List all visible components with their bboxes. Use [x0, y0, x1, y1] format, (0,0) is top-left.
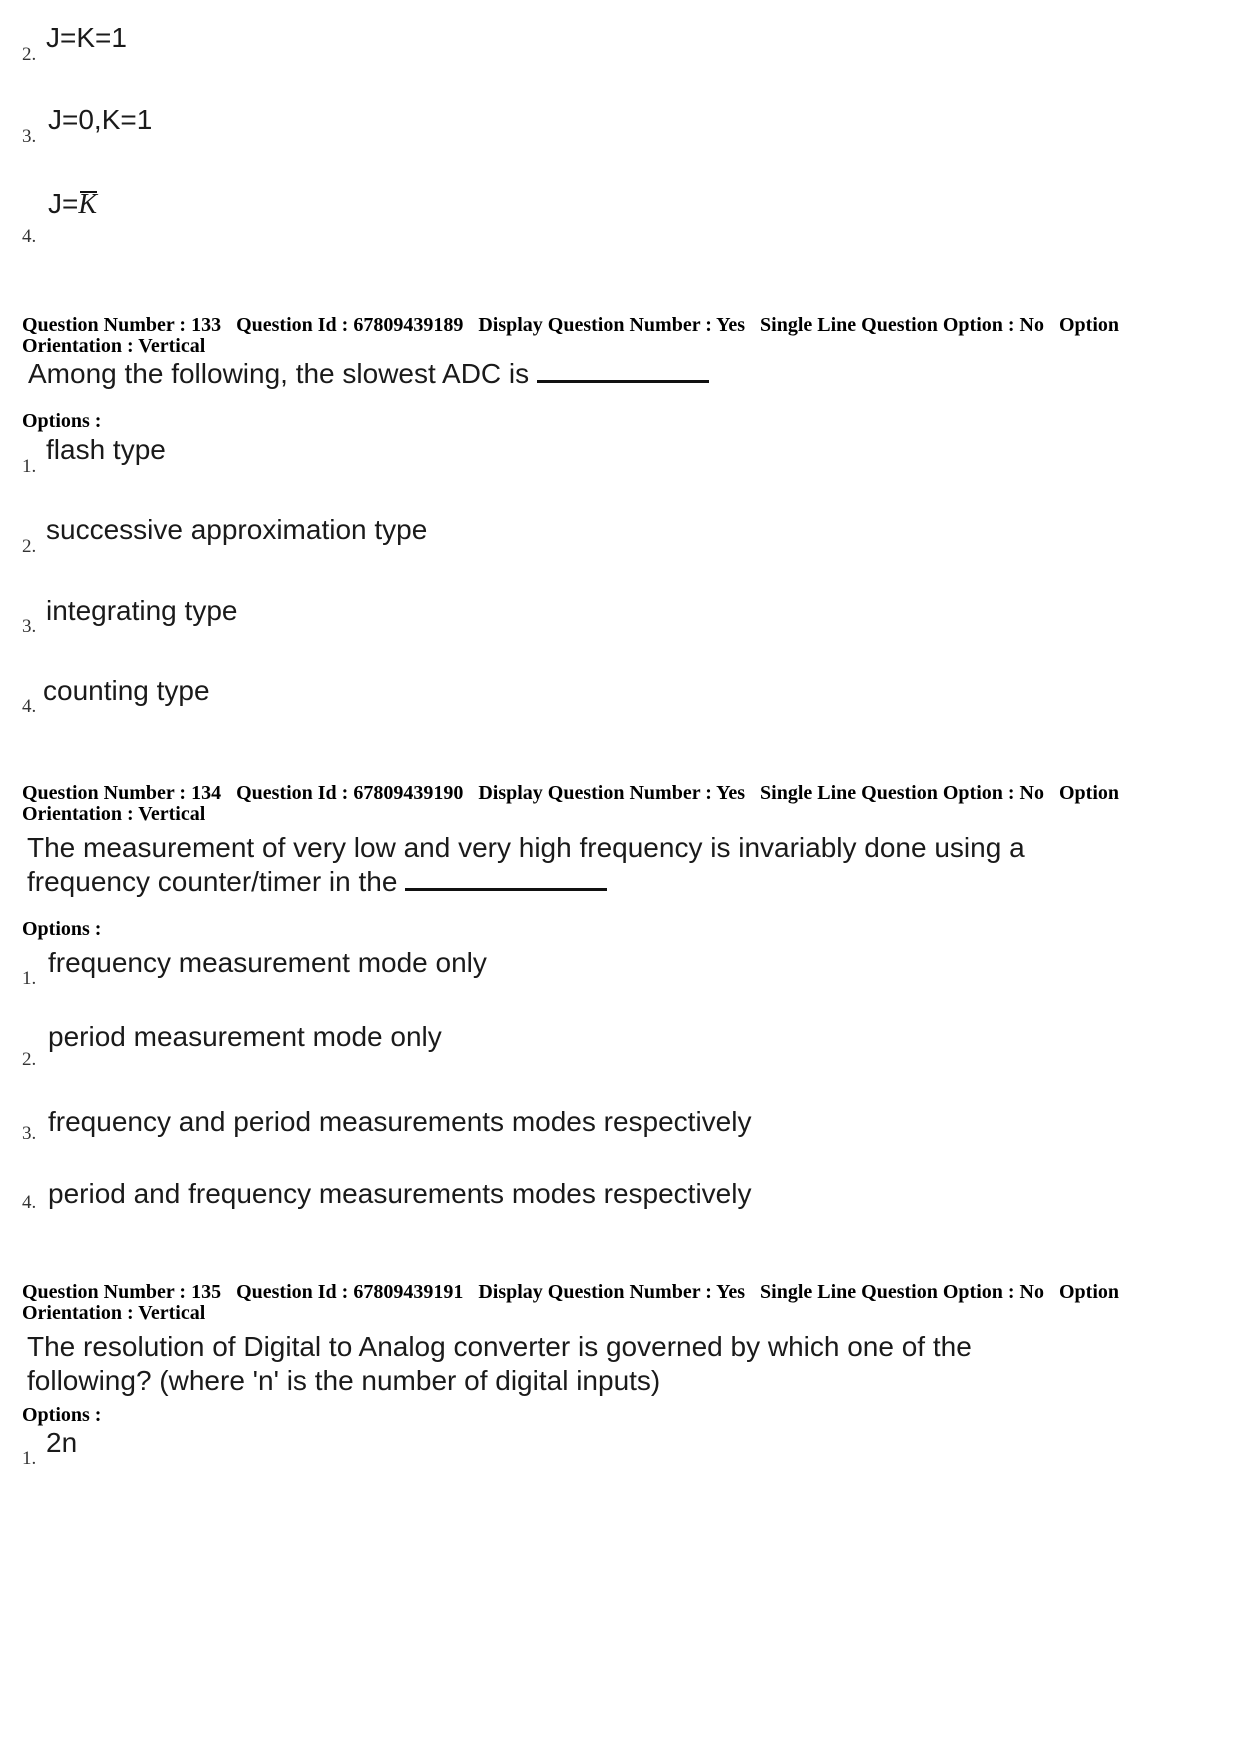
- meta-question-number: Question Number : 134: [22, 782, 222, 804]
- option-text: counting type: [43, 675, 210, 706]
- meta-question-number: Question Number : 133: [22, 314, 222, 336]
- question-text-line: The measurement of very low and very high frequency is invariably done using a: [27, 832, 1025, 863]
- option-number: 2.: [22, 44, 37, 65]
- option-text: [48, 188, 97, 221]
- option-text: flash type: [46, 434, 166, 465]
- option-number: 2.: [22, 536, 37, 557]
- meta-display-number: Display Question Number : Yes: [478, 1281, 746, 1303]
- answer-blank: [405, 888, 607, 891]
- option-number: 1.: [22, 968, 37, 989]
- meta-single-line: Single Line Question Option : No: [760, 782, 1044, 804]
- option-number: 1.: [22, 1448, 37, 1469]
- question-meta: [22, 315, 1222, 357]
- question-meta: [22, 1282, 1222, 1324]
- option-number: 3.: [22, 126, 37, 147]
- options-label: Options :: [22, 918, 102, 940]
- question-text-line: following? (where 'n' is the number of digital inputs): [27, 1365, 661, 1396]
- meta-single-line: Single Line Question Option : No: [760, 314, 1044, 336]
- option-text: J=K=1: [46, 22, 127, 53]
- option-number: 3.: [22, 616, 37, 637]
- meta-orientation: Orientation : Vertical: [22, 335, 206, 357]
- option-text: 2n: [46, 1427, 78, 1458]
- option-text: successive approximation type: [46, 514, 428, 545]
- question-text: [27, 1330, 972, 1398]
- meta-question-number: Question Number : 135: [22, 1281, 222, 1303]
- question-text-line: The resolution of Digital to Analog converter is governed by which one of the: [27, 1331, 972, 1362]
- options-label: Options :: [22, 410, 102, 432]
- option-text: integrating type: [46, 595, 238, 626]
- options-label: Options :: [22, 1404, 102, 1426]
- meta-question-id: Question Id : 67809439189: [236, 314, 464, 336]
- question-text: [27, 831, 1025, 899]
- meta-single-line: Single Line Question Option : No: [760, 1281, 1044, 1303]
- question-text-line: frequency counter/timer in the: [27, 866, 398, 897]
- option-number: 2.: [22, 1049, 37, 1070]
- question-text-line: Among the following, the slowest ADC is: [28, 358, 530, 389]
- option-text-prefix: J=: [48, 188, 79, 219]
- meta-question-id: Question Id : 67809439190: [236, 782, 464, 804]
- meta-option: Option: [1058, 1281, 1120, 1303]
- option-text: period and frequency measurements modes respectively: [48, 1178, 752, 1209]
- option-text: frequency measurement mode only: [48, 947, 487, 978]
- meta-display-number: Display Question Number : Yes: [478, 314, 746, 336]
- option-number: 3.: [22, 1123, 37, 1144]
- meta-orientation: Orientation : Vertical: [22, 1302, 206, 1324]
- option-text: J=0,K=1: [48, 104, 153, 135]
- question-meta: [22, 783, 1222, 825]
- meta-option: Option: [1058, 314, 1120, 336]
- meta-question-id: Question Id : 67809439191: [236, 1281, 464, 1303]
- option-number: 4.: [22, 1192, 37, 1213]
- option-text: frequency and period measurements modes respectively: [48, 1106, 752, 1137]
- option-number: 1.: [22, 456, 37, 477]
- meta-display-number: Display Question Number : Yes: [478, 782, 746, 804]
- option-number: 4.: [22, 696, 37, 717]
- k-bar-variable: K: [78, 189, 98, 220]
- meta-orientation: Orientation : Vertical: [22, 803, 206, 825]
- answer-blank: [537, 380, 709, 383]
- question-text: [28, 357, 709, 391]
- meta-option: Option: [1058, 782, 1120, 804]
- option-number: 4.: [22, 226, 37, 247]
- option-text: period measurement mode only: [48, 1021, 442, 1052]
